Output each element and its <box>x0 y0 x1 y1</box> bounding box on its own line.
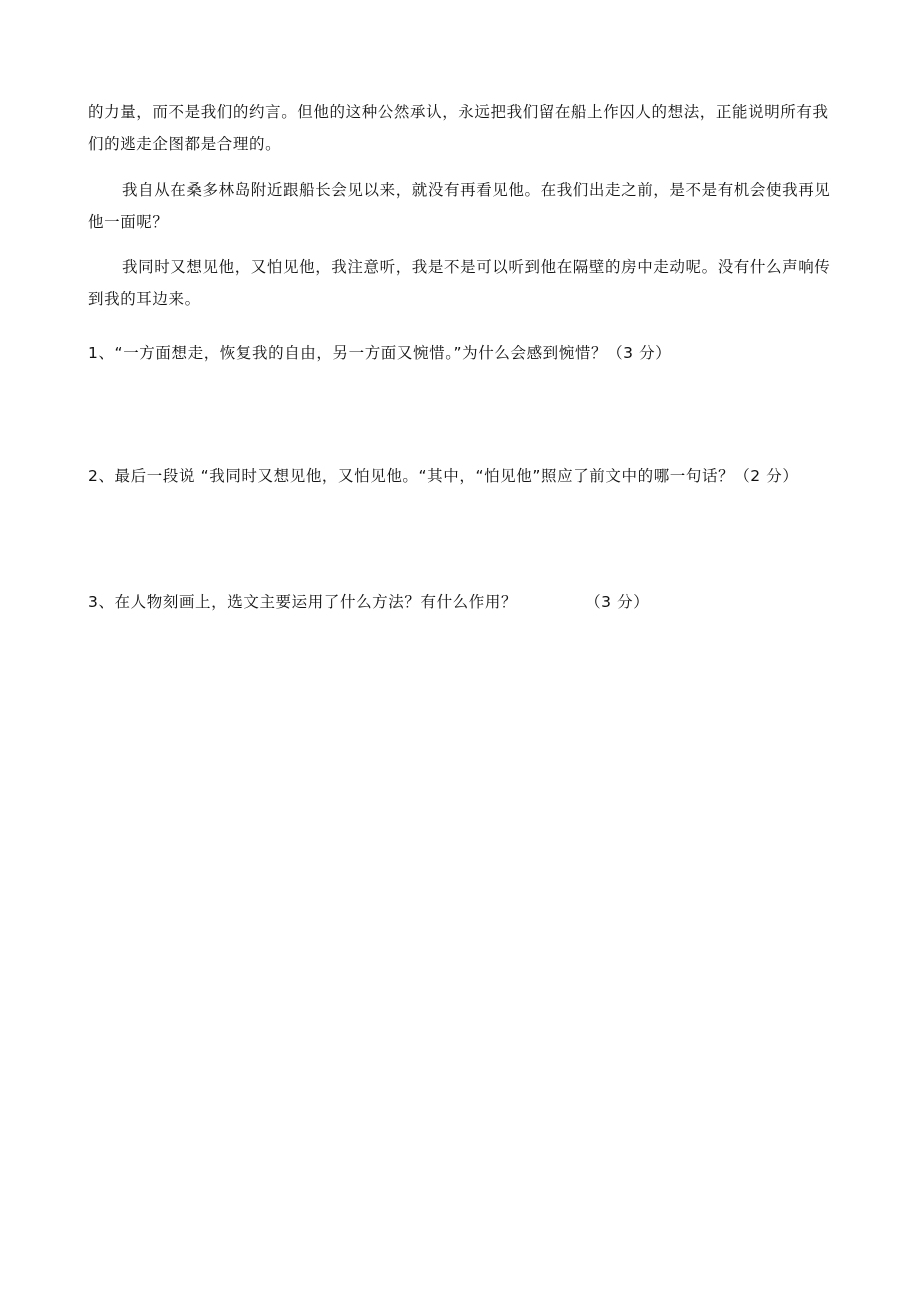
question-2: 2、最后一段说 “我同时又想见他，又怕见他。“其中，“怕见他”照应了前文中的哪一句话？（2 分） <box>88 467 799 485</box>
question-1: 1、“一方面想走，恢复我的自由，另一方面又惋惜。”为什么会感到惋惜？（3 分） <box>88 344 672 362</box>
question-3 <box>88 586 838 618</box>
passage-paragraph-2: 我自从在桑多林岛附近跟船长会见以来，就没有再看见他。在我们出走之前，是不是有机会使我再见他一面呢？ <box>88 181 831 231</box>
question-3-text: 3、在人物刻画上，选文主要运用了什么方法？有什么作用？ <box>88 593 518 611</box>
question-3-score: （3 分） <box>585 593 650 611</box>
passage-paragraph-1: 的力量，而不是我们的约言。但他的这种公然承认，永远把我们留在船上作囚人的想法，正能说明所有我们的逃走企图都是合理的。 <box>88 103 829 153</box>
passage-paragraph-3: 我同时又想见他，又怕见他，我注意听，我是不是可以听到他在隔壁的房中走动呢。没有什么声响传到我的耳边来。 <box>88 258 831 308</box>
